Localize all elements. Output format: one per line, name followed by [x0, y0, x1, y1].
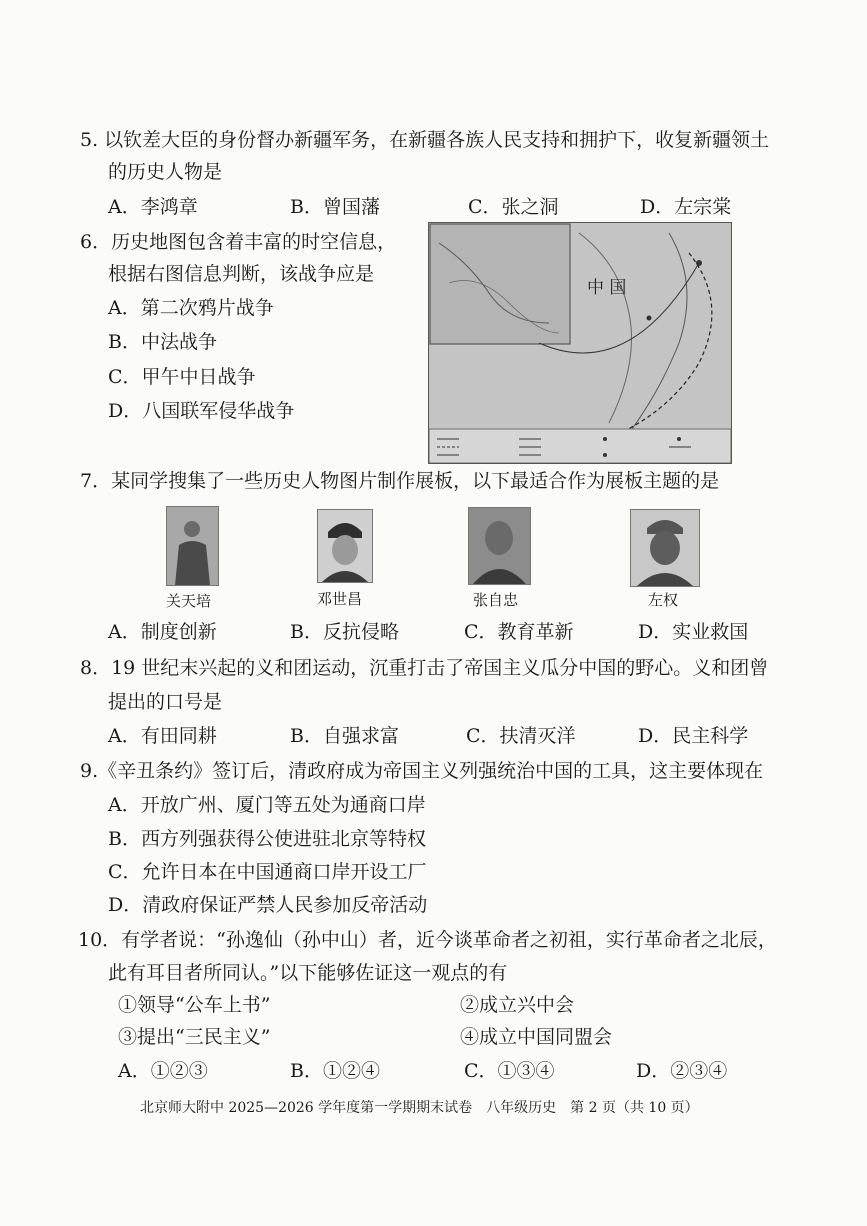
page-footer: 北京师大附中 2025—2026 学年度第一学期期末试卷 八年级历史 第 2 页（共 10 页） [140, 1100, 699, 1116]
q8-stem-line1: 8．19 世纪末兴起的义和团运动，沉重打击了帝国主义瓜分中国的野心。义和团曾 [80, 657, 769, 679]
q6-option-b: B．中法战争 [108, 331, 217, 353]
q5-option-d: D．左宗棠 [640, 196, 732, 218]
portrait-zhang-zizhong [468, 507, 531, 585]
portrait-zuo-quan [630, 509, 700, 587]
map-graphic [429, 223, 731, 463]
q6-stem-line2: 根据右图信息判断，该战争应是 [108, 263, 375, 285]
portrait-guan-tianpei-graphic [167, 507, 218, 585]
war-map-image [428, 222, 732, 464]
q7-option-a: A．制度创新 [108, 621, 217, 643]
q10-option-a: A．①②③ [118, 1060, 208, 1082]
caption-guan-tianpei: 关天培 [166, 592, 212, 610]
q5-option-b: B．曾国藩 [290, 196, 380, 218]
q7-option-b: B．反抗侵略 [290, 621, 399, 643]
q8-stem-line2: 提出的口号是 [108, 691, 223, 713]
caption-zuo-quan: 左权 [648, 591, 679, 609]
q10-option-b: B．①②④ [290, 1060, 380, 1082]
q5-option-c: C．张之洞 [468, 196, 559, 218]
q10-item-3: ③提出“三民主义” [118, 1026, 271, 1048]
q8-option-d: D．民主科学 [638, 725, 749, 747]
q7-option-d: D．实业救国 [638, 621, 749, 643]
q5-stem-line2: 的历史人物是 [108, 161, 223, 183]
q10-stem-line2: 此有耳目者所同认。”以下能够佐证这一观点的有 [108, 962, 508, 984]
q9-option-b: B．西方列强获得公使进驻北京等特权 [108, 828, 426, 850]
q7-stem: 7．某同学搜集了一些历史人物图片制作展板，以下最适合作为展板主题的是 [80, 470, 720, 492]
q10-item-4: ④成立中国同盟会 [460, 1026, 613, 1048]
caption-deng-shichang: 邓世昌 [317, 590, 363, 608]
q9-option-d: D．清政府保证严禁人民参加反帝活动 [108, 894, 428, 916]
portrait-zuo-quan-graphic [631, 510, 699, 586]
q8-option-a: A．有田同耕 [108, 725, 217, 747]
q9-stem: 9.《辛丑条约》签订后，清政府成为帝国主义列强统治中国的工具，这主要体现在 [80, 760, 764, 782]
q8-option-c: C．扶清灭洋 [466, 725, 576, 747]
caption-zhang-zizhong: 张自忠 [473, 591, 519, 609]
q10-item-2: ②成立兴中会 [460, 994, 575, 1016]
q10-stem-line1: 10．有学者说：“孙逸仙（孙中山）者，近今谈革命者之初祖，实行革命者之北辰， [78, 929, 777, 951]
q6-stem-line1: 6．历史地图包含着丰富的时空信息， [80, 231, 397, 253]
portrait-guan-tianpei [166, 506, 219, 586]
map-label-china: 中 国 [587, 278, 627, 298]
portrait-zhang-zizhong-graphic [469, 508, 530, 584]
q10-option-c: C．①③④ [464, 1060, 555, 1082]
q5-option-a: A．李鸿章 [108, 196, 198, 218]
q6-option-d: D．八国联军侵华战争 [108, 400, 295, 422]
q5-stem-line1: 5. 以钦差大臣的身份督办新疆军务，在新疆各族人民支持和拥护下，收复新疆领土 [80, 129, 770, 151]
q9-option-c: C．允许日本在中国通商口岸开设工厂 [108, 861, 427, 883]
q10-item-1: ①领导“公车上书” [118, 994, 271, 1016]
portrait-deng-shichang [317, 509, 373, 583]
q9-option-a: A．开放广州、厦门等五处为通商口岸 [108, 794, 426, 816]
q8-option-b: B．自强求富 [290, 725, 399, 747]
q10-option-d: D．②③④ [636, 1060, 728, 1082]
q7-option-c: C．教育革新 [464, 621, 574, 643]
q6-option-c: C．甲午中日战争 [108, 366, 256, 388]
portrait-deng-shichang-graphic [318, 510, 372, 582]
q6-option-a: A．第二次鸦片战争 [108, 297, 274, 319]
